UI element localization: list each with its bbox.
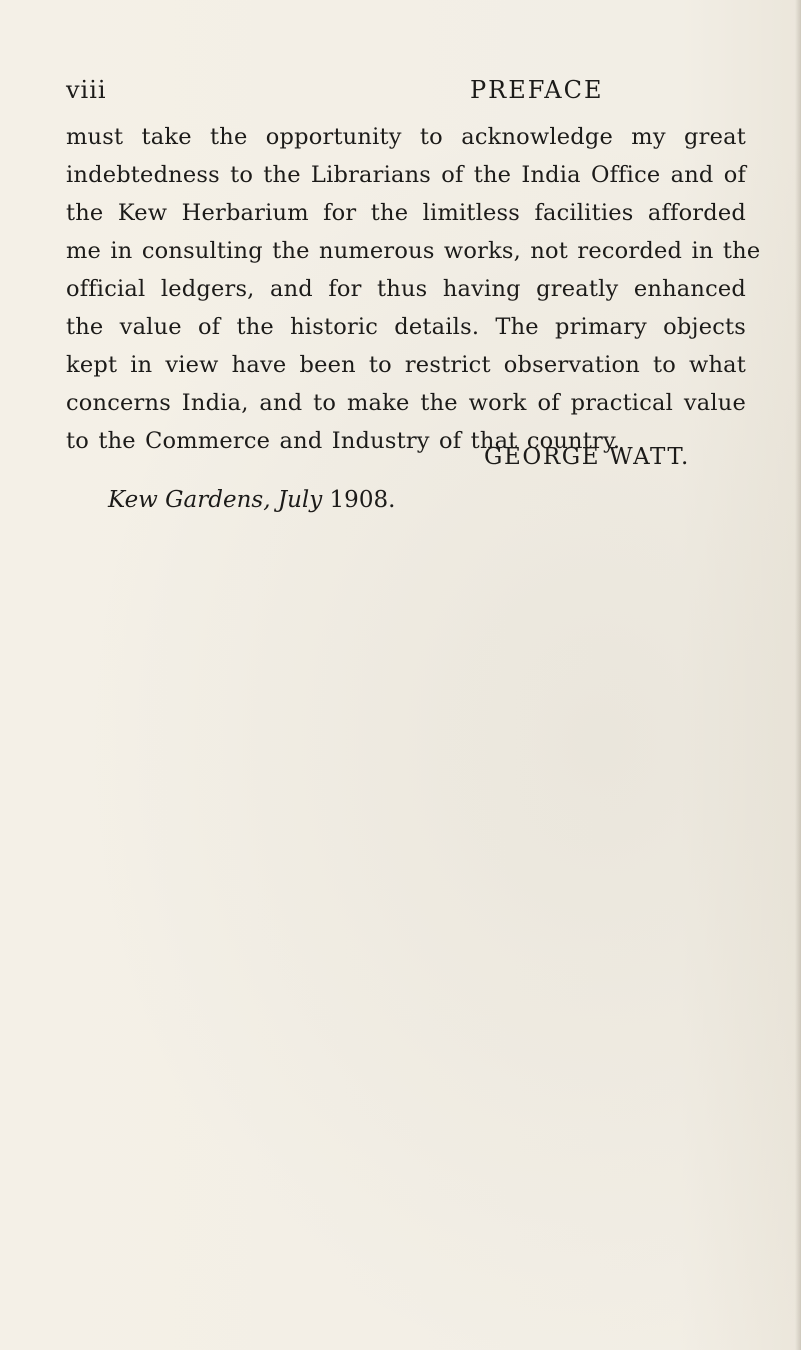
text-line: concerns India, and to make the work of practical value: [66, 390, 746, 416]
text-line: indebtedness to the Librarians of the India Office and of: [66, 162, 746, 188]
running-head: [66, 76, 740, 112]
author-signature: GEORGE WATT.: [484, 444, 690, 470]
text-line: must take the opportunity to acknowledge my great: [66, 124, 746, 150]
text-line: to the Commerce and Industry of that country.: [66, 428, 621, 454]
text-line: the value of the historic details. The primary objects: [66, 314, 746, 340]
preface-paragraph: [66, 118, 761, 460]
dateline-year: 1908.: [329, 487, 396, 513]
dateline-month: July: [277, 487, 323, 513]
text-line: kept in view have been to restrict observation to what: [66, 352, 746, 378]
text-line: the Kew Herbarium for the limitless facilities afforded: [66, 200, 746, 226]
dateline: [108, 487, 395, 513]
text-line: official ledgers, and for thus having greatly enhanced: [66, 276, 746, 302]
page-edge-shadow: [795, 0, 801, 1350]
running-title: PREFACE: [470, 76, 604, 104]
page-number: viii: [66, 76, 107, 104]
text-line: me in consulting the numerous works, not recorded in the: [66, 238, 761, 264]
dateline-place: Kew Gardens,: [108, 487, 271, 513]
